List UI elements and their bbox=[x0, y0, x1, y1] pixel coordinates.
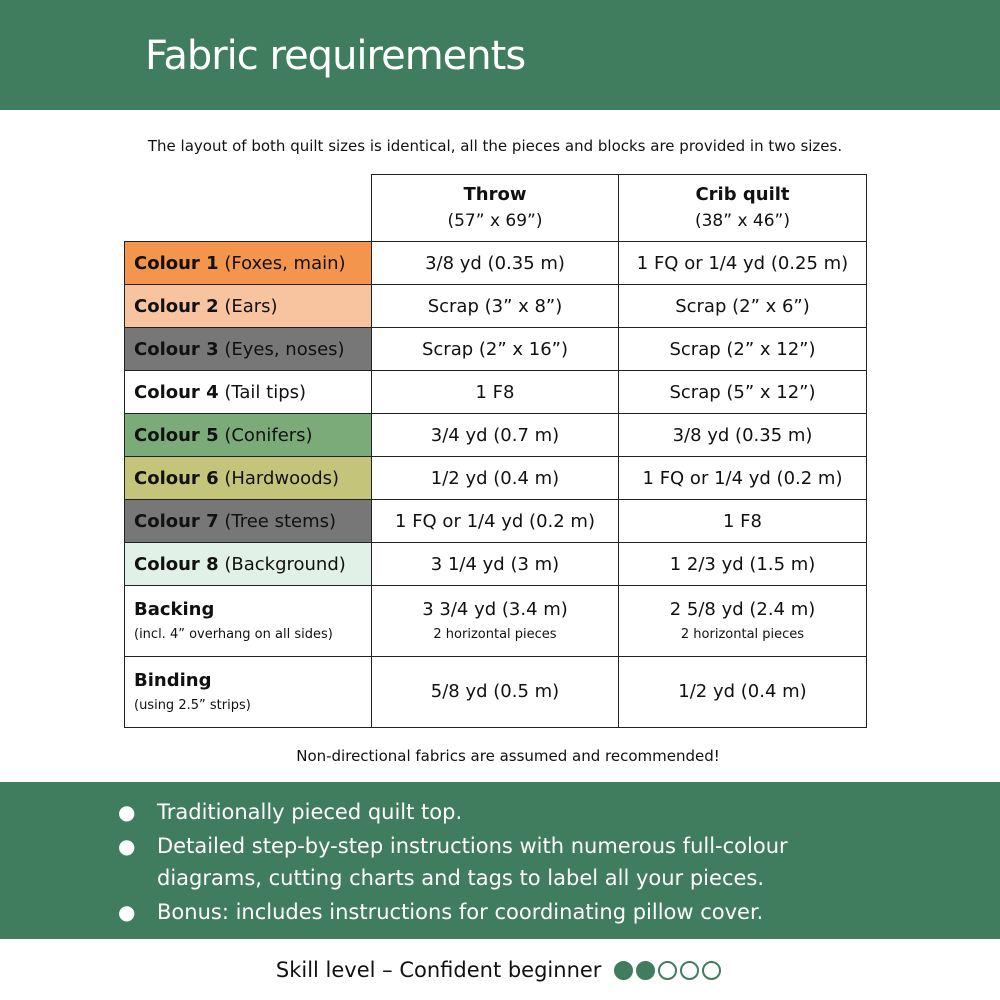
cell-note: 2 horizontal pieces bbox=[680, 627, 805, 642]
row-sublabel: (using 2.5” strips) bbox=[134, 698, 251, 713]
skill-level bbox=[0, 954, 1000, 988]
size-dims: (38” x 46”) bbox=[694, 211, 790, 231]
skill-level-text: Skill level – Confident beginner bbox=[275, 958, 602, 982]
page-title: Fabric requirements bbox=[145, 33, 526, 79]
list-item bbox=[112, 830, 872, 894]
colour-label-cell bbox=[125, 543, 372, 586]
intro-text: The layout of both quilt sizes is identical, all the pieces and blocks are provided in two sizes. bbox=[147, 137, 843, 155]
colour-name: Colour 2 bbox=[134, 295, 219, 317]
cell-value: 2 5/8 yd (2.4 m) bbox=[669, 599, 816, 620]
throw-cell: 1 FQ or 1/4 yd (0.2 m) bbox=[372, 500, 619, 543]
bullet-icon: ● bbox=[118, 800, 136, 824]
size-name: Crib quilt bbox=[695, 184, 790, 205]
filled-circle-icon bbox=[614, 961, 633, 980]
throw-cell: Scrap (3” x 8”) bbox=[372, 285, 619, 328]
throw-cell: 3/8 yd (0.35 m) bbox=[372, 242, 619, 285]
throw-cell: 3 1/4 yd (3 m) bbox=[372, 543, 619, 586]
binding-label-cell bbox=[125, 657, 372, 728]
colour-label-cell bbox=[125, 500, 372, 543]
empty-circle-icon bbox=[702, 961, 721, 980]
colour-desc: (Foxes, main) bbox=[224, 252, 346, 274]
throw-cell: 1 F8 bbox=[372, 371, 619, 414]
crib-cell: 1 FQ or 1/4 yd (0.25 m) bbox=[619, 242, 867, 285]
colour-label-cell bbox=[125, 242, 372, 285]
feature-text: Bonus: includes instructions for coordinating pillow cover. bbox=[157, 900, 764, 924]
colour-desc: (Eyes, noses) bbox=[224, 338, 345, 360]
backing-crib-cell bbox=[619, 586, 867, 657]
row-label: Backing bbox=[134, 599, 215, 620]
crib-cell: 1 2/3 yd (1.5 m) bbox=[619, 543, 867, 586]
table-row bbox=[125, 543, 867, 586]
cell-value: 1/2 yd (0.4 m) bbox=[678, 681, 807, 702]
table-row bbox=[125, 500, 867, 543]
cell-value: 3 3/4 yd (3.4 m) bbox=[422, 599, 568, 620]
throw-cell: 3/4 yd (0.7 m) bbox=[372, 414, 619, 457]
fabric-note: Non-directional fabrics are assumed and recommended! bbox=[296, 747, 720, 765]
colour-label-cell bbox=[125, 371, 372, 414]
row-label: Binding bbox=[134, 670, 212, 691]
binding-throw-cell bbox=[372, 657, 619, 728]
colour-name: Colour 1 bbox=[134, 252, 219, 274]
colour-label-cell bbox=[125, 285, 372, 328]
colour-desc: (Ears) bbox=[224, 295, 278, 317]
feature-list bbox=[112, 796, 872, 930]
skill-level-dots bbox=[614, 955, 724, 987]
feature-text: Traditionally pieced quilt top. bbox=[157, 800, 463, 824]
throw-cell: Scrap (2” x 16”) bbox=[372, 328, 619, 371]
table-row-backing bbox=[125, 586, 867, 657]
crib-cell: 1 F8 bbox=[619, 500, 867, 543]
crib-cell: Scrap (5” x 12”) bbox=[619, 371, 867, 414]
crib-cell: 1 FQ or 1/4 yd (0.2 m) bbox=[619, 457, 867, 500]
table-row bbox=[125, 414, 867, 457]
cell-note: 2 horizontal pieces bbox=[433, 627, 557, 642]
row-sublabel: (incl. 4” overhang on all sides) bbox=[134, 627, 333, 642]
table-row bbox=[125, 242, 867, 285]
colour-label-cell bbox=[125, 328, 372, 371]
table-row bbox=[125, 371, 867, 414]
binding-crib-cell bbox=[619, 657, 867, 728]
colour-label-cell bbox=[125, 457, 372, 500]
colour-name: Colour 3 bbox=[134, 338, 219, 360]
colour-label-cell bbox=[125, 414, 372, 457]
bullet-icon: ● bbox=[118, 834, 136, 858]
table-row-binding bbox=[125, 657, 867, 728]
size-dims: (57” x 69”) bbox=[447, 211, 543, 231]
colour-name: Colour 6 bbox=[134, 467, 219, 489]
colour-desc: (Hardwoods) bbox=[224, 467, 340, 489]
bullet-icon: ● bbox=[118, 900, 136, 924]
empty-circle-icon bbox=[658, 961, 677, 980]
backing-label-cell bbox=[125, 586, 372, 657]
size-header-throw bbox=[372, 175, 619, 242]
colour-name: Colour 5 bbox=[134, 424, 219, 446]
feature-text: Detailed step-by-step instructions with numerous full-colour diagrams, cutting charts and tags to label all your pieces. bbox=[157, 834, 788, 890]
throw-cell: 1/2 yd (0.4 m) bbox=[372, 457, 619, 500]
colour-rows bbox=[125, 242, 867, 586]
colour-desc: (Background) bbox=[224, 553, 346, 575]
backing-throw-cell bbox=[372, 586, 619, 657]
features-panel bbox=[0, 782, 1000, 939]
colour-name: Colour 4 bbox=[134, 381, 219, 403]
filled-circle-icon bbox=[636, 961, 655, 980]
crib-cell: 3/8 yd (0.35 m) bbox=[619, 414, 867, 457]
table-row bbox=[125, 328, 867, 371]
crib-cell: Scrap (2” x 6”) bbox=[619, 285, 867, 328]
header-banner bbox=[0, 0, 1000, 110]
table-row bbox=[125, 285, 867, 328]
cell-value: 5/8 yd (0.5 m) bbox=[430, 681, 560, 702]
crib-cell: Scrap (2” x 12”) bbox=[619, 328, 867, 371]
colour-desc: (Tree stems) bbox=[224, 510, 337, 532]
list-item bbox=[112, 896, 872, 928]
size-name: Throw bbox=[463, 184, 527, 205]
fabric-requirements-table bbox=[124, 174, 867, 728]
empty-circle-icon bbox=[680, 961, 699, 980]
colour-desc: (Tail tips) bbox=[224, 381, 307, 403]
table-row bbox=[125, 457, 867, 500]
colour-name: Colour 8 bbox=[134, 553, 219, 575]
colour-desc: (Conifers) bbox=[224, 424, 313, 446]
list-item bbox=[112, 796, 872, 828]
size-header-crib bbox=[619, 175, 867, 242]
colour-name: Colour 7 bbox=[134, 510, 219, 532]
table-corner bbox=[125, 175, 372, 242]
